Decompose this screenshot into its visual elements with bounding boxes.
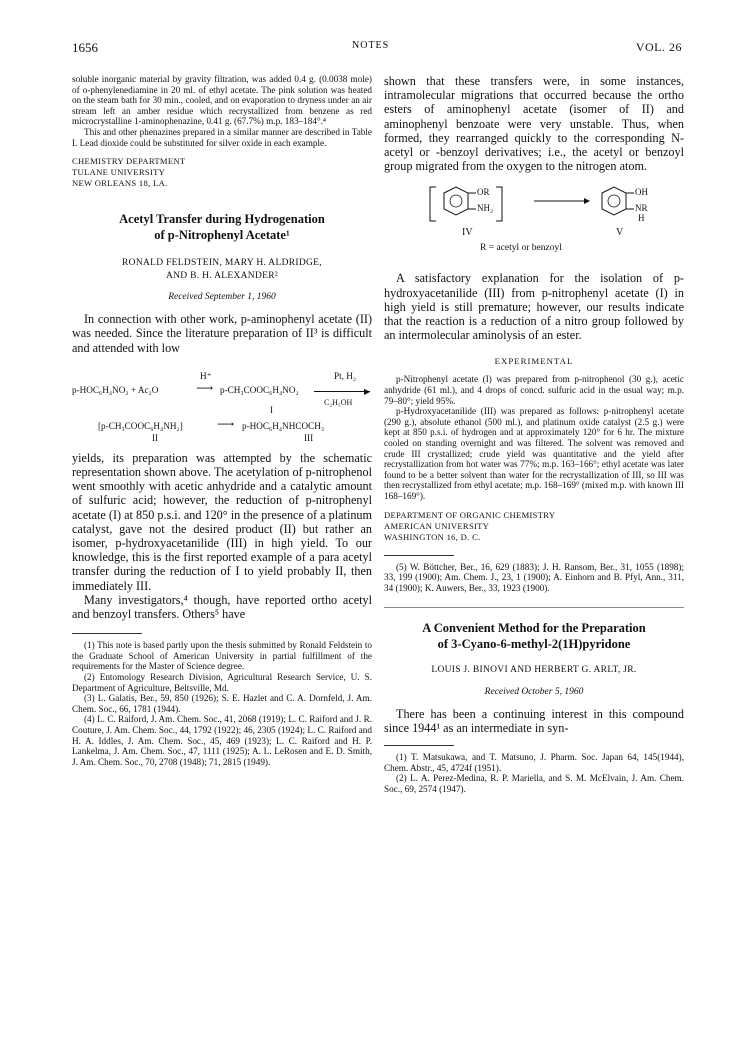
continuation-text: soluble inorganic material by gravity filtration, was added 0.4 g. (0.0038 mole) of o-phenylenediamine in 20 ml. of ethyl acetate. The pink solution was heated on the steam bath for 30 min., cooled, and on evaporation to dryness under an air stream left an amber residue which recrystallized from benzene as red microcrystalline 1-aminophenazine, 0.41 g. (67.7%) m.p. 183–184°.⁴ xyxy=(72,74,372,127)
acid-catalyst-label: H⁺ xyxy=(200,370,212,381)
migration-paragraph: shown that these transfers were, in some instances, intramolecular migrations that occurred because the ortho esters of aminophenyl acetate (isomer of II) and aminophenyl benzoate were very unstable. Thus, when formed, they rearranged quickly to the corresponding N-acetyl or -benzoyl derivatives; i.e., the acetyl or benzoyl group migrated from the oxygen to the nitrogen atom. xyxy=(384,74,684,174)
reaction-arrow-1: ⟶ xyxy=(196,380,214,395)
second-received-date: Received October 5, 1960 xyxy=(484,686,584,697)
footnote: (2) L. A. Perez-Medina, R. P. Mariella, and S. M. McElvain, J. Am. Chem. Soc., 69, 2574 (1947). xyxy=(384,773,684,795)
second-article-title: A Convenient Method for the Preparation of 3-Cyano-6-methyl-2(1H)pyridone xyxy=(384,607,684,652)
pt-catalyst-label: Pt, H₂ xyxy=(334,370,357,381)
reaction-scheme xyxy=(72,361,372,451)
footnote: (4) L. C. Raiford, J. Am. Chem. Soc., 41, 2068 (1919); L. C. Raiford and J. R. Couture, J. Am. Chem. Soc., 44, 1792 (1922); 46, 2305 (1924); L. C. Raiford and H. A. Iddles, J. Am. Chem. Soc., 45, 469 (1923); L. C. Raiford and H. P. Lankelma, J. Am. Chem. Soc., 47, 1111 (1925); A. L. LeRosen and E. D. Smith, J. Am. Chem. Soc., 70, 2708 (1948); 71, 2815 (1949). xyxy=(72,714,372,767)
reaction-arrow-2-line xyxy=(314,391,370,392)
footnote-5: (5) W. Böttcher, Ber., 16, 629 (1883); J. H. Ransom, Ber., 31, 1055 (1898); 33, 199 (1900); Am. Chem. J., 23, 1 (1900); A. Einhorn and B. Pfyl, Ann., 311, 34 (1900); K. Auwers, Ber., 33, 1923 (1900). xyxy=(384,561,684,593)
volume-label: VOL. 26 xyxy=(635,40,682,54)
discussion-paragraph-2: Many investigators,⁴ though, have reported ortho acetyl and benzoyl transfers. Others⁵ have xyxy=(72,592,372,621)
intro-paragraph: In connection with other work, p-aminophenyl acetate (II) was needed. Since the literature preparation of II³ is difficult and attended with low xyxy=(72,312,372,355)
left-column xyxy=(72,74,372,767)
compound-label-II: II xyxy=(152,432,159,443)
reaction-arrow-2-head: ▶ xyxy=(364,386,371,396)
author-list: RONALD FELDSTEIN, MARY H. ALDRIDGE, AND B. H. ALEXANDER² xyxy=(122,258,322,281)
experimental-step-1: p-Nitrophenyl acetate (I) was prepared from p-nitrophenol (30 g.), acetic anhydride (61 ml.), and 4 drops of concd. sulfuric acid in the usual way; m.p. 79–80°; yield 95%. xyxy=(384,374,684,406)
footnote: (3) L. Galatis, Ber., 59, 850 (1926); S. E. Hazlet and C. A. Dornfeld, J. Am. Chem. Soc., 66, 1781 (1944). xyxy=(72,693,372,714)
continuation-text-2: This and other phenazines prepared in a similar manner are described in Table I. Lead dioxide could be substituted for silver oxide in each example. xyxy=(72,126,372,148)
r-definition: R = acetyl or benzoyl xyxy=(480,243,562,254)
oh-group-label: OH xyxy=(635,187,648,198)
nh2-group-label: NH₂ xyxy=(477,203,494,214)
structure-label-IV: IV xyxy=(462,227,473,239)
product-1-label: p-CH₃COOC₆H₄NO₂ xyxy=(220,384,299,395)
footnote-rule xyxy=(72,633,142,634)
page-number: 1656 xyxy=(72,40,98,55)
reaction-arrow-3: ⟶ xyxy=(217,416,235,431)
or-group-label: OR xyxy=(477,187,490,198)
structure-scheme xyxy=(384,181,684,271)
affiliation-tulane: CHEMISTRY DEPARTMENT TULANE UNIVERSITY NEW ORLEANS 18, LA. xyxy=(72,156,186,189)
second-intro-paragraph: There has been a continuing interest in this compound since 1944¹ as an intermediate in syn- xyxy=(384,706,684,736)
second-article-authors: LOUIS J. BINOVI AND HERBERT G. ARLT, JR. xyxy=(431,665,637,676)
footnotes-left xyxy=(72,640,372,767)
structure-label-V: V xyxy=(616,227,624,239)
experimental-step-2: p-Hydroxyacetanilide (III) was prepared as follows: p-nitrophenyl acetate (290 g.), absolute ethanol (500 ml.), and platinum oxide catalyst (2.5 g.) were kept at 850 p.s.i. of hydrogen and at approximately 120° for 6 hr. The mixture cooled on standing overnight and was filtered. The solvent was removed and crude III crystallized; crude yield was quantitative and the yield after recrystallization from hot water was 77%; m.p. 163–166°; ethyl acetate was later found to be a better solvent than water for the recrystallization of III, so III was then recrystallized from ethyl acetate; m.p. 168–169° (mixed m.p. with known III 168–169°). xyxy=(384,406,684,501)
intermediate-label: [p-CH₃COOC₆H₄NH₂] xyxy=(98,420,183,431)
solvent-label: C₂H₅OH xyxy=(324,397,353,407)
h-atom-label: H xyxy=(638,213,645,224)
section-label: NOTES xyxy=(352,40,390,51)
nr-group-label: NR xyxy=(635,203,648,214)
article-title: Acetyl Transfer during Hydrogenation of p-Nitrophenyl Acetate¹ xyxy=(119,212,325,243)
compound-label-III: III xyxy=(304,432,314,443)
received-date: Received September 1, 1960 xyxy=(168,292,276,303)
footnote-rule xyxy=(384,555,454,556)
compound-label-I: I xyxy=(270,404,274,415)
footnotes-right xyxy=(384,752,684,794)
right-column xyxy=(384,74,684,795)
product-2-label: p-HOC₆H₄NHCOCH₃ xyxy=(242,420,325,431)
explanation-paragraph: A satisfactory explanation for the isolation of p-hydroxyacetanilide (III) from p-nitrophenyl acetate (I) in high yield is still premature; however, our results indicate that the reaction is a reduction of a nitro group followed by an intermolecular aminolysis of an ester. xyxy=(384,271,684,343)
reactant-label: p-HOC₆H₄NO₂ + Ac₂O xyxy=(72,384,159,395)
footnote: (1) This note is based partly upon the thesis submitted by Ronald Feldstein to the Graduate School of American University in partial fulfillment of the requirements for the Master of Science degree. xyxy=(72,640,372,672)
discussion-paragraph: yields, its preparation was attempted by the schematic representation shown above. The acetylation of p-nitrophenol went smoothly with acetic anhydride and a catalytic amount of sulfuric acid; however, the reduction of p-nitrophenyl acetate (I) at 850 p.s.i. and 120° in the presence of a platinum catalyst, gave not the desired product (II) but rather an isomer, p-hydroxyacetanilide (III) in high yield. To our knowledge, this is the first reported example of a para acetyl transfer during the reduction of I to yield probably II, then immediately III. xyxy=(72,450,372,593)
running-header xyxy=(0,40,752,60)
affiliation-american: DEPARTMENT OF ORGANIC CHEMISTRY AMERICAN UNIVERSITY WASHINGTON 16, D. C. xyxy=(384,509,556,542)
experimental-heading: EXPERIMENTAL xyxy=(494,356,574,367)
footnote: (2) Entomology Research Division, Agricultural Research Service, U. S. Department of Agriculture, Beltsville, Md. xyxy=(72,671,372,693)
footnote: (1) T. Matsukawa, and T. Matsuno, J. Pharm. Soc. Japan 64, 145(1944), Chem. Abstr., 45, 4724f (1951). xyxy=(384,752,684,773)
footnote-rule xyxy=(384,745,454,746)
